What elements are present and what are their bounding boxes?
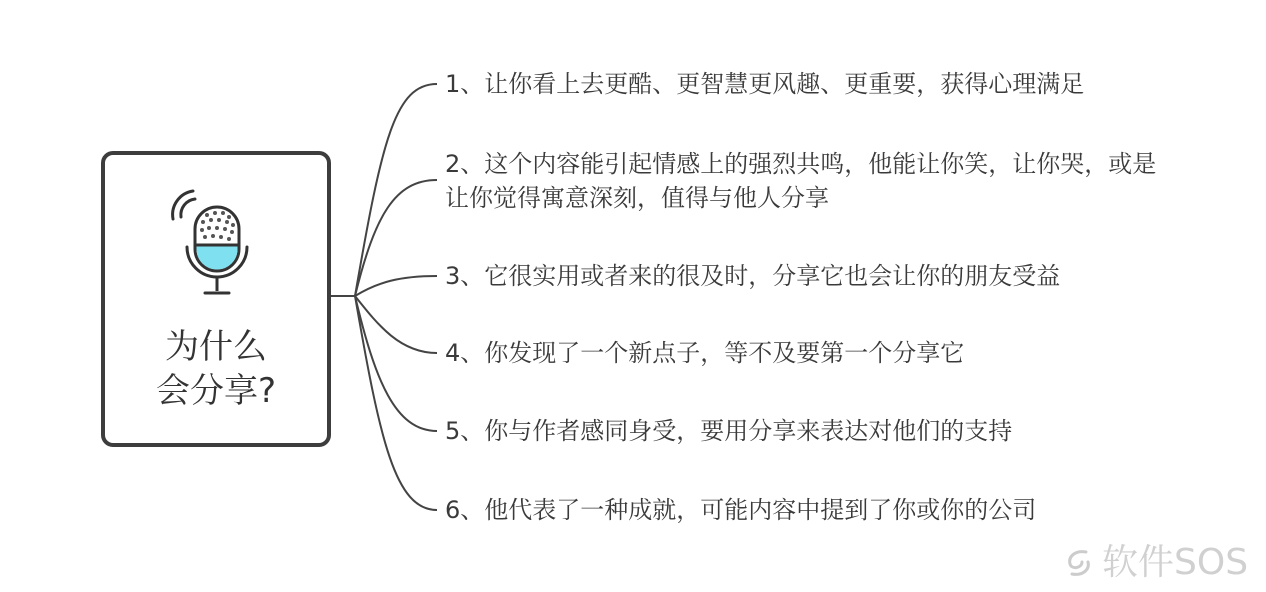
- branch-topic-5: 5、你与作者感同身受，要用分享来表达对他们的支持: [445, 417, 1013, 445]
- central-topic-box: [101, 151, 331, 447]
- branch-topic-3: 3、它很实用或者来的很及时，分享它也会让你的朋友受益: [445, 262, 1061, 290]
- central-topic-title: [105, 325, 327, 413]
- branch-topic-4: 4、你发现了一个新点子，等不及要第一个分享它: [445, 339, 965, 367]
- swirl-logo-icon: [1062, 546, 1096, 580]
- central-title-line-2: 会分享?: [155, 371, 277, 411]
- connector-line-1: [355, 84, 437, 296]
- branch-topic-1: 1、让你看上去更酷、更智慧更风趣、更重要，获得心理满足: [445, 70, 1085, 98]
- branch-topic-6: 6、他代表了一种成就，可能内容中提到了你或你的公司: [445, 496, 1037, 524]
- watermark: [1062, 540, 1262, 586]
- branch-topic-2: 2、这个内容能引起情感上的强烈共鸣，他能让你笑，让你哭，或是让你觉得寓意深刻，值得与他人分享: [445, 150, 1157, 212]
- connector-line-3: [355, 276, 437, 296]
- microphone-icon: [169, 187, 259, 299]
- central-title-line-1: 为什么: [165, 327, 267, 367]
- watermark-text: 软件SOS: [1102, 542, 1249, 583]
- connector-line-6: [355, 296, 437, 510]
